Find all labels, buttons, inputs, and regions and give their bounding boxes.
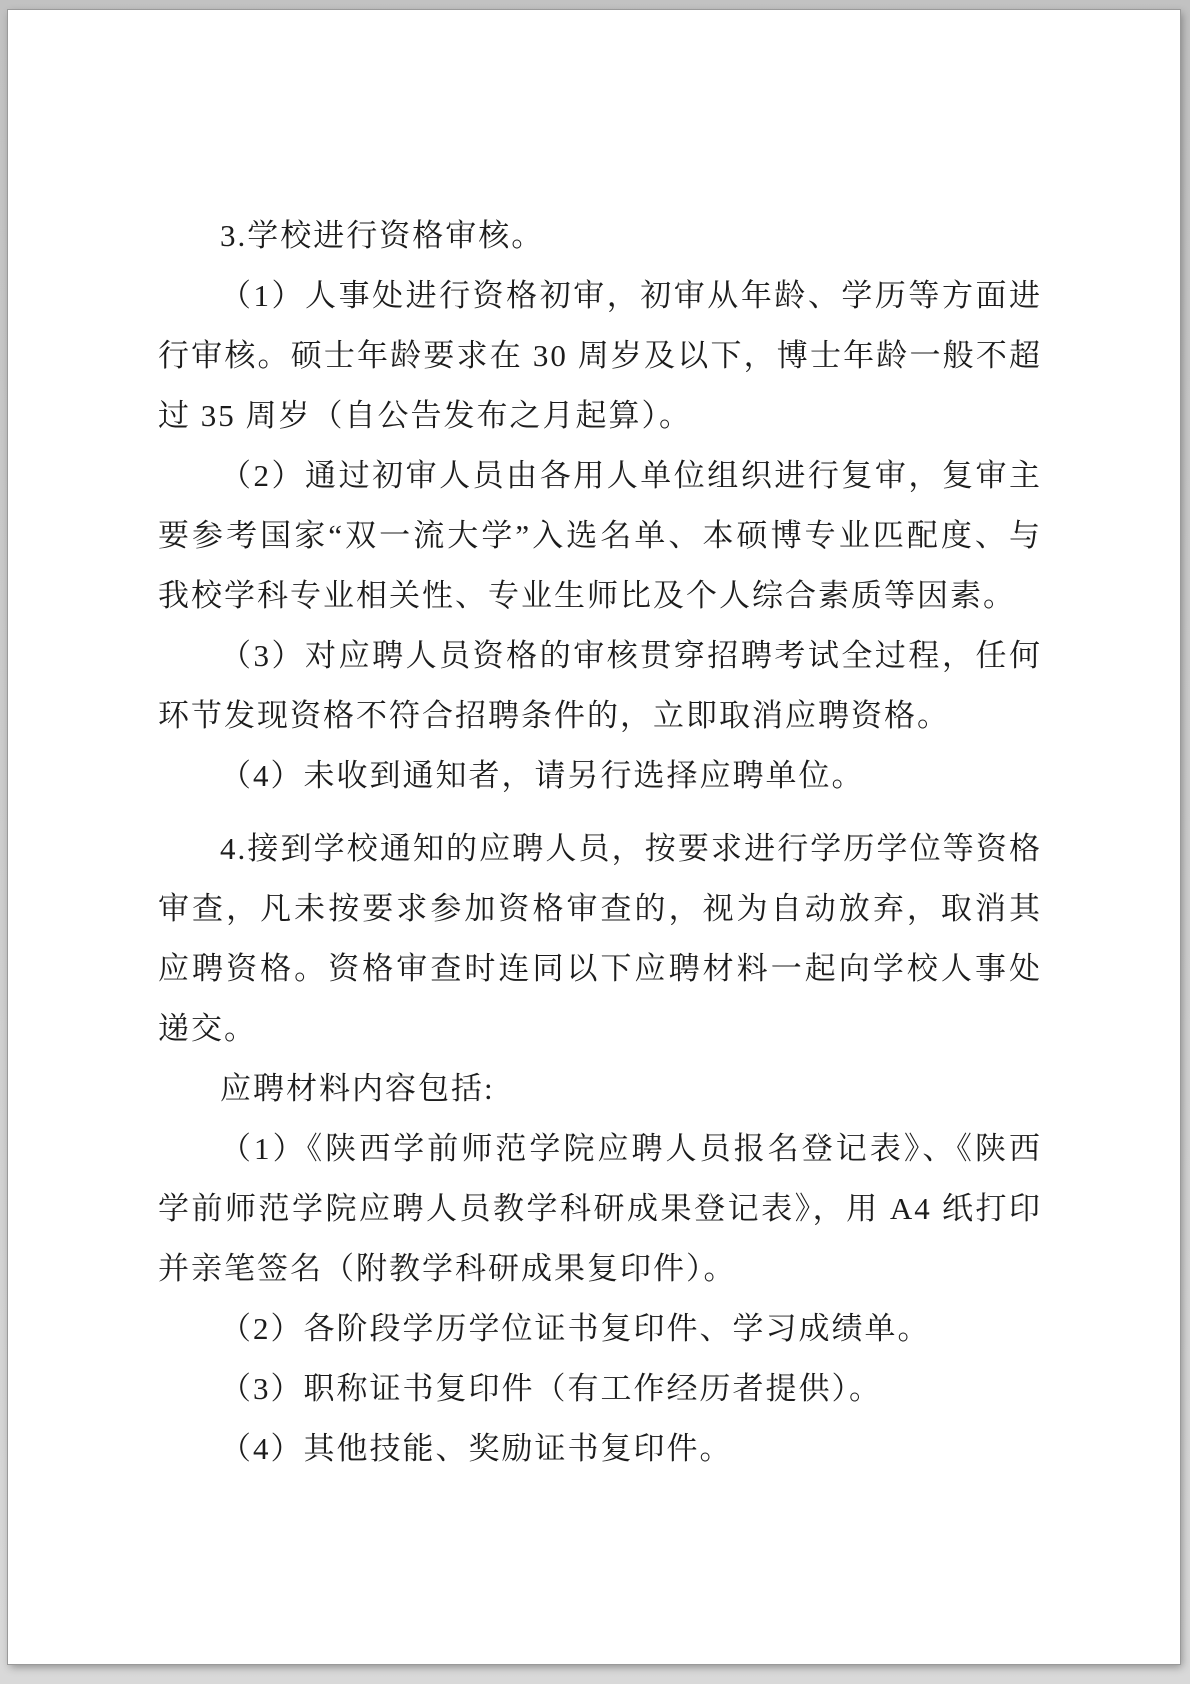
paragraph-material-3: （3）职称证书复印件（有工作经历者提供）。 (220, 1371, 882, 1406)
paragraph-material-4: （4）其他技能、奖励证书复印件。 (220, 1431, 733, 1466)
paragraph-item-3: 3.学校进行资格审核。 (220, 218, 545, 253)
document-page (8, 10, 1180, 1664)
paragraph-material-2: （2）各阶段学历学位证书复印件、学习成绩单。 (220, 1311, 931, 1346)
paragraph-item-3-3: （3）对应聘人员资格的审核贯穿招聘考试全过程，任何环节发现资格不符合招聘条件的，立即取消应聘资格。 (158, 638, 1042, 733)
document-content (8, 10, 1180, 1479)
paragraph-item-3-2: （2）通过初审人员由各用人单位组织进行复审，复审主要参考国家“双一流大学”入选名单、本硕博专业匹配度、与我校学科专业相关性、专业生师比及个人综合素质等因素。 (158, 458, 1042, 613)
paragraph-item-3-4: （4）未收到通知者，请另行选择应聘单位。 (220, 758, 865, 793)
paragraph-materials-intro: 应聘材料内容包括: (220, 1071, 495, 1106)
paragraph-item-4: 4.接到学校通知的应聘人员，按要求进行学历学位等资格审查，凡未按要求参加资格审查的，视为自动放弃，取消其应聘资格。资格审查时连同以下应聘材料一起向学校人事处递交。 (158, 831, 1042, 1046)
paragraph-item-3-1: （1）人事处进行资格初审，初审从年龄、学历等方面进行审核。硕士年龄要求在 30 周岁及以下，博士年龄一般不超过 35 周岁（自公告发布之月起算）。 (158, 278, 1042, 433)
paragraph-material-1: （1）《陕西学前师范学院应聘人员报名登记表》、《陕西学前师范学院应聘人员教学科研成果登记表》，用 A4 纸打印并亲笔签名（附教学科研成果复印件）。 (158, 1131, 1042, 1286)
